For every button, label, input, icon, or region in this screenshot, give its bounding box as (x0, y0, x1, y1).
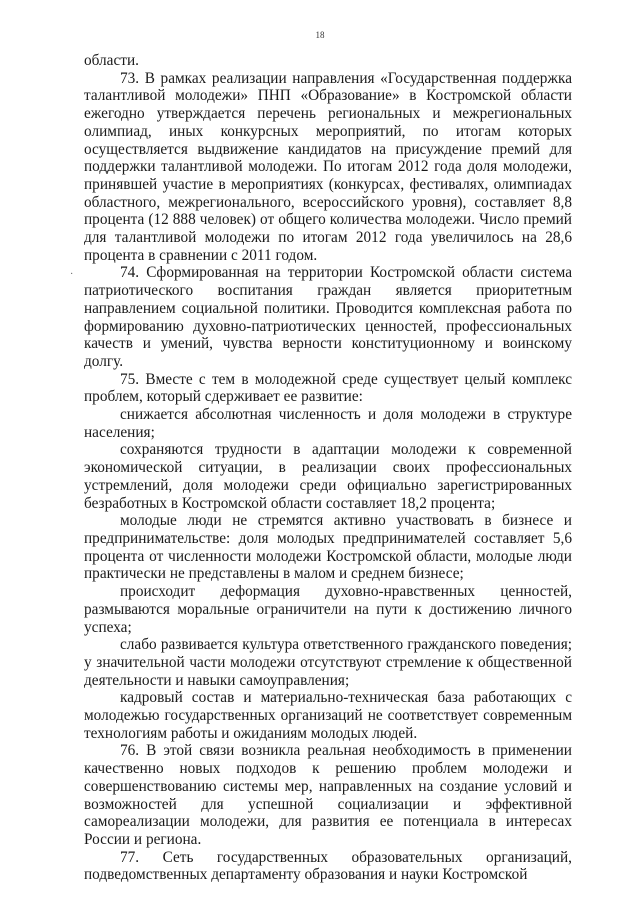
paragraph-75-item-staff: кадровый состав и материально-техническая база работающих с молодежью государственных организаций не соответствует современным технологиям работы и ожиданиям молодых людей. (84, 689, 572, 742)
paragraph-75-item-adaptation: сохраняются трудности в адаптации молодежи к современной экономической ситуации, в реализации своих профессиональных устремлений, доля молодежи среди официально зарегистрированных безработных в Костромской области составляет 18,2 процента; (84, 441, 572, 512)
document-body (84, 52, 572, 884)
paragraph-73: 73. В рамках реализации направления «Государственная поддержка талантливой молодежи» ПНП «Образование» в Костромской области ежегодно утверждается перечень региональных и межрегиональных олимпиад, иных конкурсных мероприятий, по итогам которых осуществляется выдвижение кандидатов на присуждение премий для поддержки талантливой молодежи. По итогам 2012 года доля молодежи, принявшей участие в мероприятиях (конкурсах, фестивалях, олимпиадах областного, межрегионального, всероссийского уровня), составляет 8,8 процента (12 888 человек) от общего количества молодежи. Число премий для талантливой молодежи по итогам 2012 года увеличилось на 28,6 процента в сравнении с 2011 годом. (84, 69, 572, 264)
page-number: 18 (315, 30, 325, 40)
paragraph-75-item-business: молодые люди не стремятся активно участвовать в бизнесе и предпринимательстве: доля молодых предпринимателей составляет 5,6 процента от численности молодежи Костромской области, молодые люди практически не представлены в малом и среднем бизнесе; (84, 512, 572, 583)
paragraph-75-item-population: снижается абсолютная численность и доля молодежи в структуре населения; (84, 406, 572, 441)
margin-mark: · (70, 269, 74, 280)
paragraph-77: 77. Сеть государственных образовательных организаций, подведомственных департаменту образования и науки Костромской (84, 848, 572, 884)
paragraph-75-item-values: происходит деформация духовно-нравственных ценностей, размываются моральные ограничители на пути к достижению личного успеха; (84, 583, 572, 636)
paragraph-continuation: области. (84, 52, 139, 69)
paragraph-76: 76. В этой связи возникла реальная необходимость в применении качественно новых подходов к решению проблем молодежи и совершенствованию системы мер, направленных на создание условий и возможностей для успешной социализации и эффективной самореализации молодежи, для развития ее потенциала в интересах России и региона. (84, 742, 572, 848)
paragraph-75: 75. Вместе с тем в молодежной среде существует целый комплекс проблем, который сдерживает ее развитие: (84, 370, 572, 406)
paragraph-75-item-civic: слабо развивается культура ответственного гражданского поведения; у значительной части молодежи отсутствуют стремление к общественной деятельности и навыки самоуправления; (84, 636, 572, 689)
paragraph-74: 74. Сформированная на территории Костромской области система патриотического воспитания граждан является приоритетным направлением социальной политики. Проводится комплексная работа по формированию духовно-патриотических ценностей, профессиональных качеств и умений, чувства верности конституционному и воинскому долгу. (84, 264, 572, 370)
